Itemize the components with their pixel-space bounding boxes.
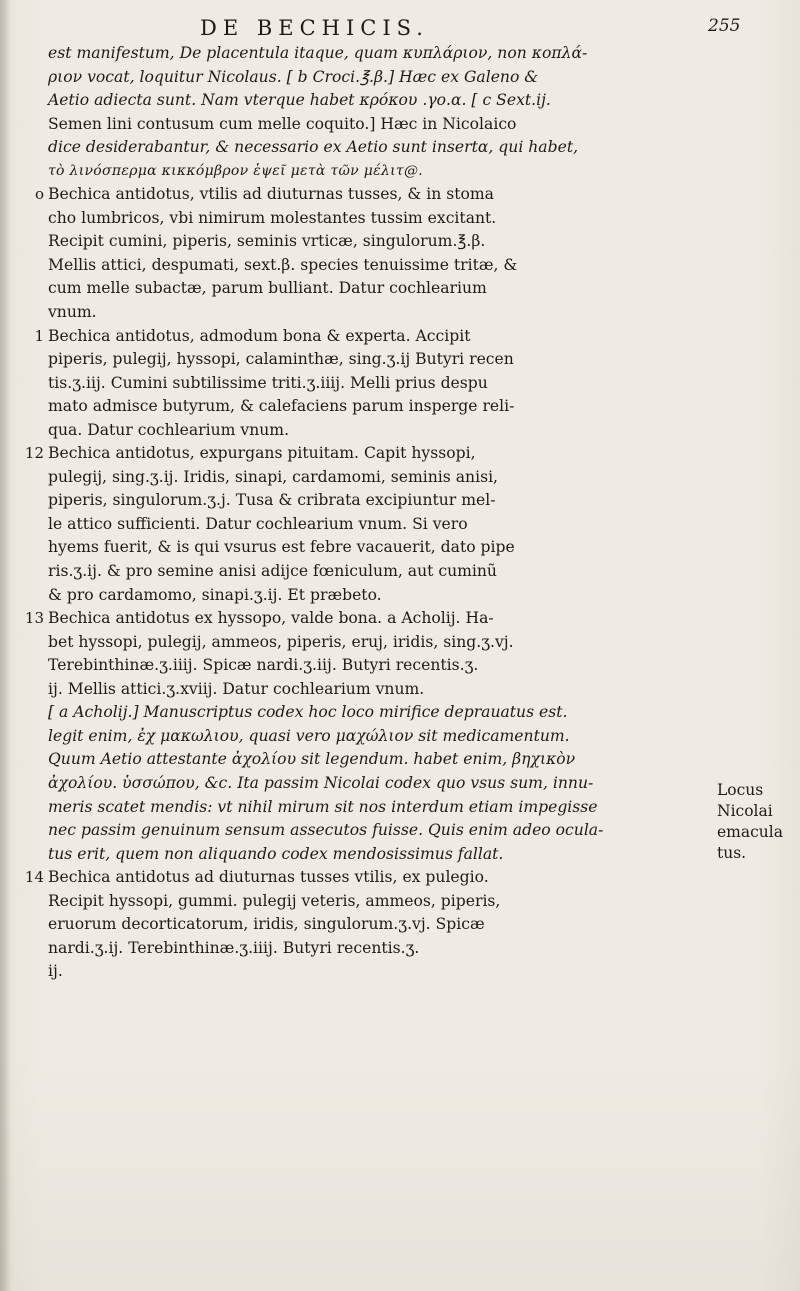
text-line (48, 560, 708, 584)
line-text: Semen lini contusum cum melle coquito.] Hæc in Nicolaico (48, 114, 517, 133)
text-line (48, 890, 708, 914)
margin-note-line: Locus (717, 781, 764, 799)
line-text: cho lumbricos, vbi nimirum molestantes tussim excitant. (48, 208, 497, 227)
line-text: nardi.ʒ.ij. Terebinthinæ.ʒ.iiij. Butyri recentis.ʒ. (48, 938, 420, 957)
line-text: tis.ʒ.iij. Cumini subtilissime triti.ʒ.iiij. Melli prius despu (48, 373, 488, 392)
recipe-number: 12 (24, 444, 44, 463)
line-text: Bechica antidotus, vtilis ad diuturnas tusses, & in stoma (48, 185, 494, 204)
line-text: Bechica antidotus ex hyssopo, valde bona. a Acholij. Ha- (48, 609, 494, 628)
line-text: piperis, singulorum.ʒ.j. Tusa & cribrata excipiuntur mel- (48, 491, 496, 510)
line-text: dice desiderabantur, & necessario ex Aetio sunt insertα, qui habet, (48, 138, 579, 157)
line-text: Bechica antidotus ad diuturnas tusses vtilis, ex pulegio. (48, 868, 489, 887)
text-line (48, 277, 708, 301)
line-text: Terebinthinæ.ʒ.iiij. Spicæ nardi.ʒ.iij. Butyri recentis.ʒ. (48, 656, 479, 675)
line-text: [ a Acholij.] Manuscriptus codex hoc loco mirifice deprauatus est. (48, 703, 568, 722)
margin-note-line: tus. (717, 844, 747, 862)
line-text: pulegij, sing.ʒ.ij. Iridis, sinapi, cardamomi, seminis anisi, (48, 467, 499, 486)
text-line (48, 937, 708, 961)
text-line (48, 207, 708, 231)
recipe-number: 14 (24, 868, 44, 887)
line-text: ris.ʒ.ij. & pro semine anisi adijce fœniculum, aut cuminũ (48, 562, 497, 581)
text-line (48, 678, 708, 702)
line-text: Bechica antidotus, admodum bona & experta. Accipit (48, 326, 471, 345)
line-text: Quum Aetio attestante ἀχολίου sit legendum. habet enim, βηχικὸν (48, 750, 576, 769)
line-text: Recipit cumini, piperis, seminis vrticæ, singulorum.℥.β. (48, 232, 486, 251)
line-text: ij. (48, 962, 63, 981)
line-text: bet hyssopi, pulegij, ammeos, piperis, eruj, iridis, sing.ʒ.vj. (48, 632, 514, 651)
text-line (48, 466, 708, 490)
line-text: le attico sufficienti. Datur cochlearium vnum. Si vero (48, 514, 468, 533)
line-text: mato admisce butyrum, & calefaciens parum insperge reli- (48, 397, 515, 416)
text-line (48, 701, 708, 725)
paper-shading (0, 1060, 800, 1291)
line-text: hyems fuerit, & is qui vsurus est febre vacauerit, dato pipe (48, 538, 515, 557)
text-line (48, 513, 708, 537)
text-line (48, 748, 708, 772)
line-text: legit enim, ἐχ μακωλιου, quasi vero μαχώλιον sit medicamentum. (48, 726, 570, 745)
text-line (48, 230, 708, 254)
text-line (48, 136, 708, 160)
text-line (48, 536, 708, 560)
text-line (48, 372, 708, 396)
text-line (48, 654, 708, 678)
line-text: Recipit hyssopi, gummi. pulegij veteris, ammeos, piperis, (48, 891, 501, 910)
text-line (48, 819, 708, 843)
text-line (48, 419, 708, 443)
margin-note-line: emacula (717, 823, 783, 841)
text-line (34, 183, 708, 207)
line-text: ἀχολίου. ὑσσώπου, &c. Ita passim Nicolai codex quo vsus sum, innu- (48, 773, 594, 792)
recipe-number: 1 (34, 326, 44, 345)
line-text: qua. Datur cochlearium vnum. (48, 420, 290, 439)
text-line (48, 584, 708, 608)
line-text: nec passim genuinum sensum assecutos fuisse. Quis enim adeo ocula- (48, 821, 604, 840)
text-line (48, 913, 708, 937)
text-line (48, 960, 708, 984)
line-text: Bechica antidotus, expurgans pituitam. Capit hyssopi, (48, 444, 476, 463)
text-line (48, 160, 708, 184)
text-line (48, 725, 708, 749)
text-line (48, 772, 708, 796)
text-line (48, 42, 708, 66)
margin-note-line: Nicolai (717, 802, 773, 820)
line-text: cum melle subactæ, parum bulliant. Datur cochlearium (48, 279, 487, 298)
text-line (48, 631, 708, 655)
line-text: tus erit, quem non aliquando codex mendosissimus fallat. (48, 844, 504, 863)
text-line (48, 796, 708, 820)
text-line (48, 843, 708, 867)
page-number: 255 (708, 16, 741, 36)
line-text: Mellis attici, despumati, sext.β. species tenuissime tritæ, & (48, 255, 518, 274)
recipe-number: 13 (24, 609, 44, 628)
line-text: Aetio adiecta sunt. Nam vterque habet κρόκου .γο.α. [ c Sext.ij. (48, 91, 551, 110)
line-text: ij. Mellis attici.ʒ.xviij. Datur cochlearium vnum. (48, 679, 425, 698)
line-text: ριον vocat, loquitur Nicolaus. [ b Croci.℥.β.] Hæc ex Galeno & (48, 67, 539, 86)
text-line (48, 395, 708, 419)
text-line (48, 113, 708, 137)
text-line (48, 301, 708, 325)
text-line (24, 607, 708, 631)
line-text: vnum. (48, 303, 97, 322)
line-text: τὸ λινόσπερμα κικκόμβρον ἑψεῖ μετὰ τῶν μέλιτ@. (48, 162, 423, 179)
recipe-number: o (34, 185, 44, 204)
running-head: DE BECHICIS. (200, 16, 429, 40)
line-text: meris scatet mendis: vt nihil mirum sit nos interdum etiam impegisse (48, 797, 598, 816)
line-text: & pro cardamomo, sinapi.ʒ.ij. Et præbeto. (48, 585, 382, 604)
text-line (48, 489, 708, 513)
text-line (24, 442, 708, 466)
text-line (48, 66, 708, 90)
body-text (24, 42, 708, 984)
line-text: piperis, pulegij, hyssopi, calaminthæ, sing.ʒ.ij Butyri recen (48, 350, 514, 369)
line-text: eruorum decorticatorum, iridis, singulorum.ʒ.vj. Spicæ (48, 915, 485, 934)
page-header (0, 12, 800, 42)
text-line (48, 254, 708, 278)
text-line (48, 348, 708, 372)
text-line (34, 325, 708, 349)
margin-note (717, 780, 797, 864)
text-line (24, 866, 708, 890)
line-text: est manifestum, De placentula itaque, quam κυπλάριον, non κοπλά- (48, 44, 588, 62)
text-line (48, 89, 708, 113)
